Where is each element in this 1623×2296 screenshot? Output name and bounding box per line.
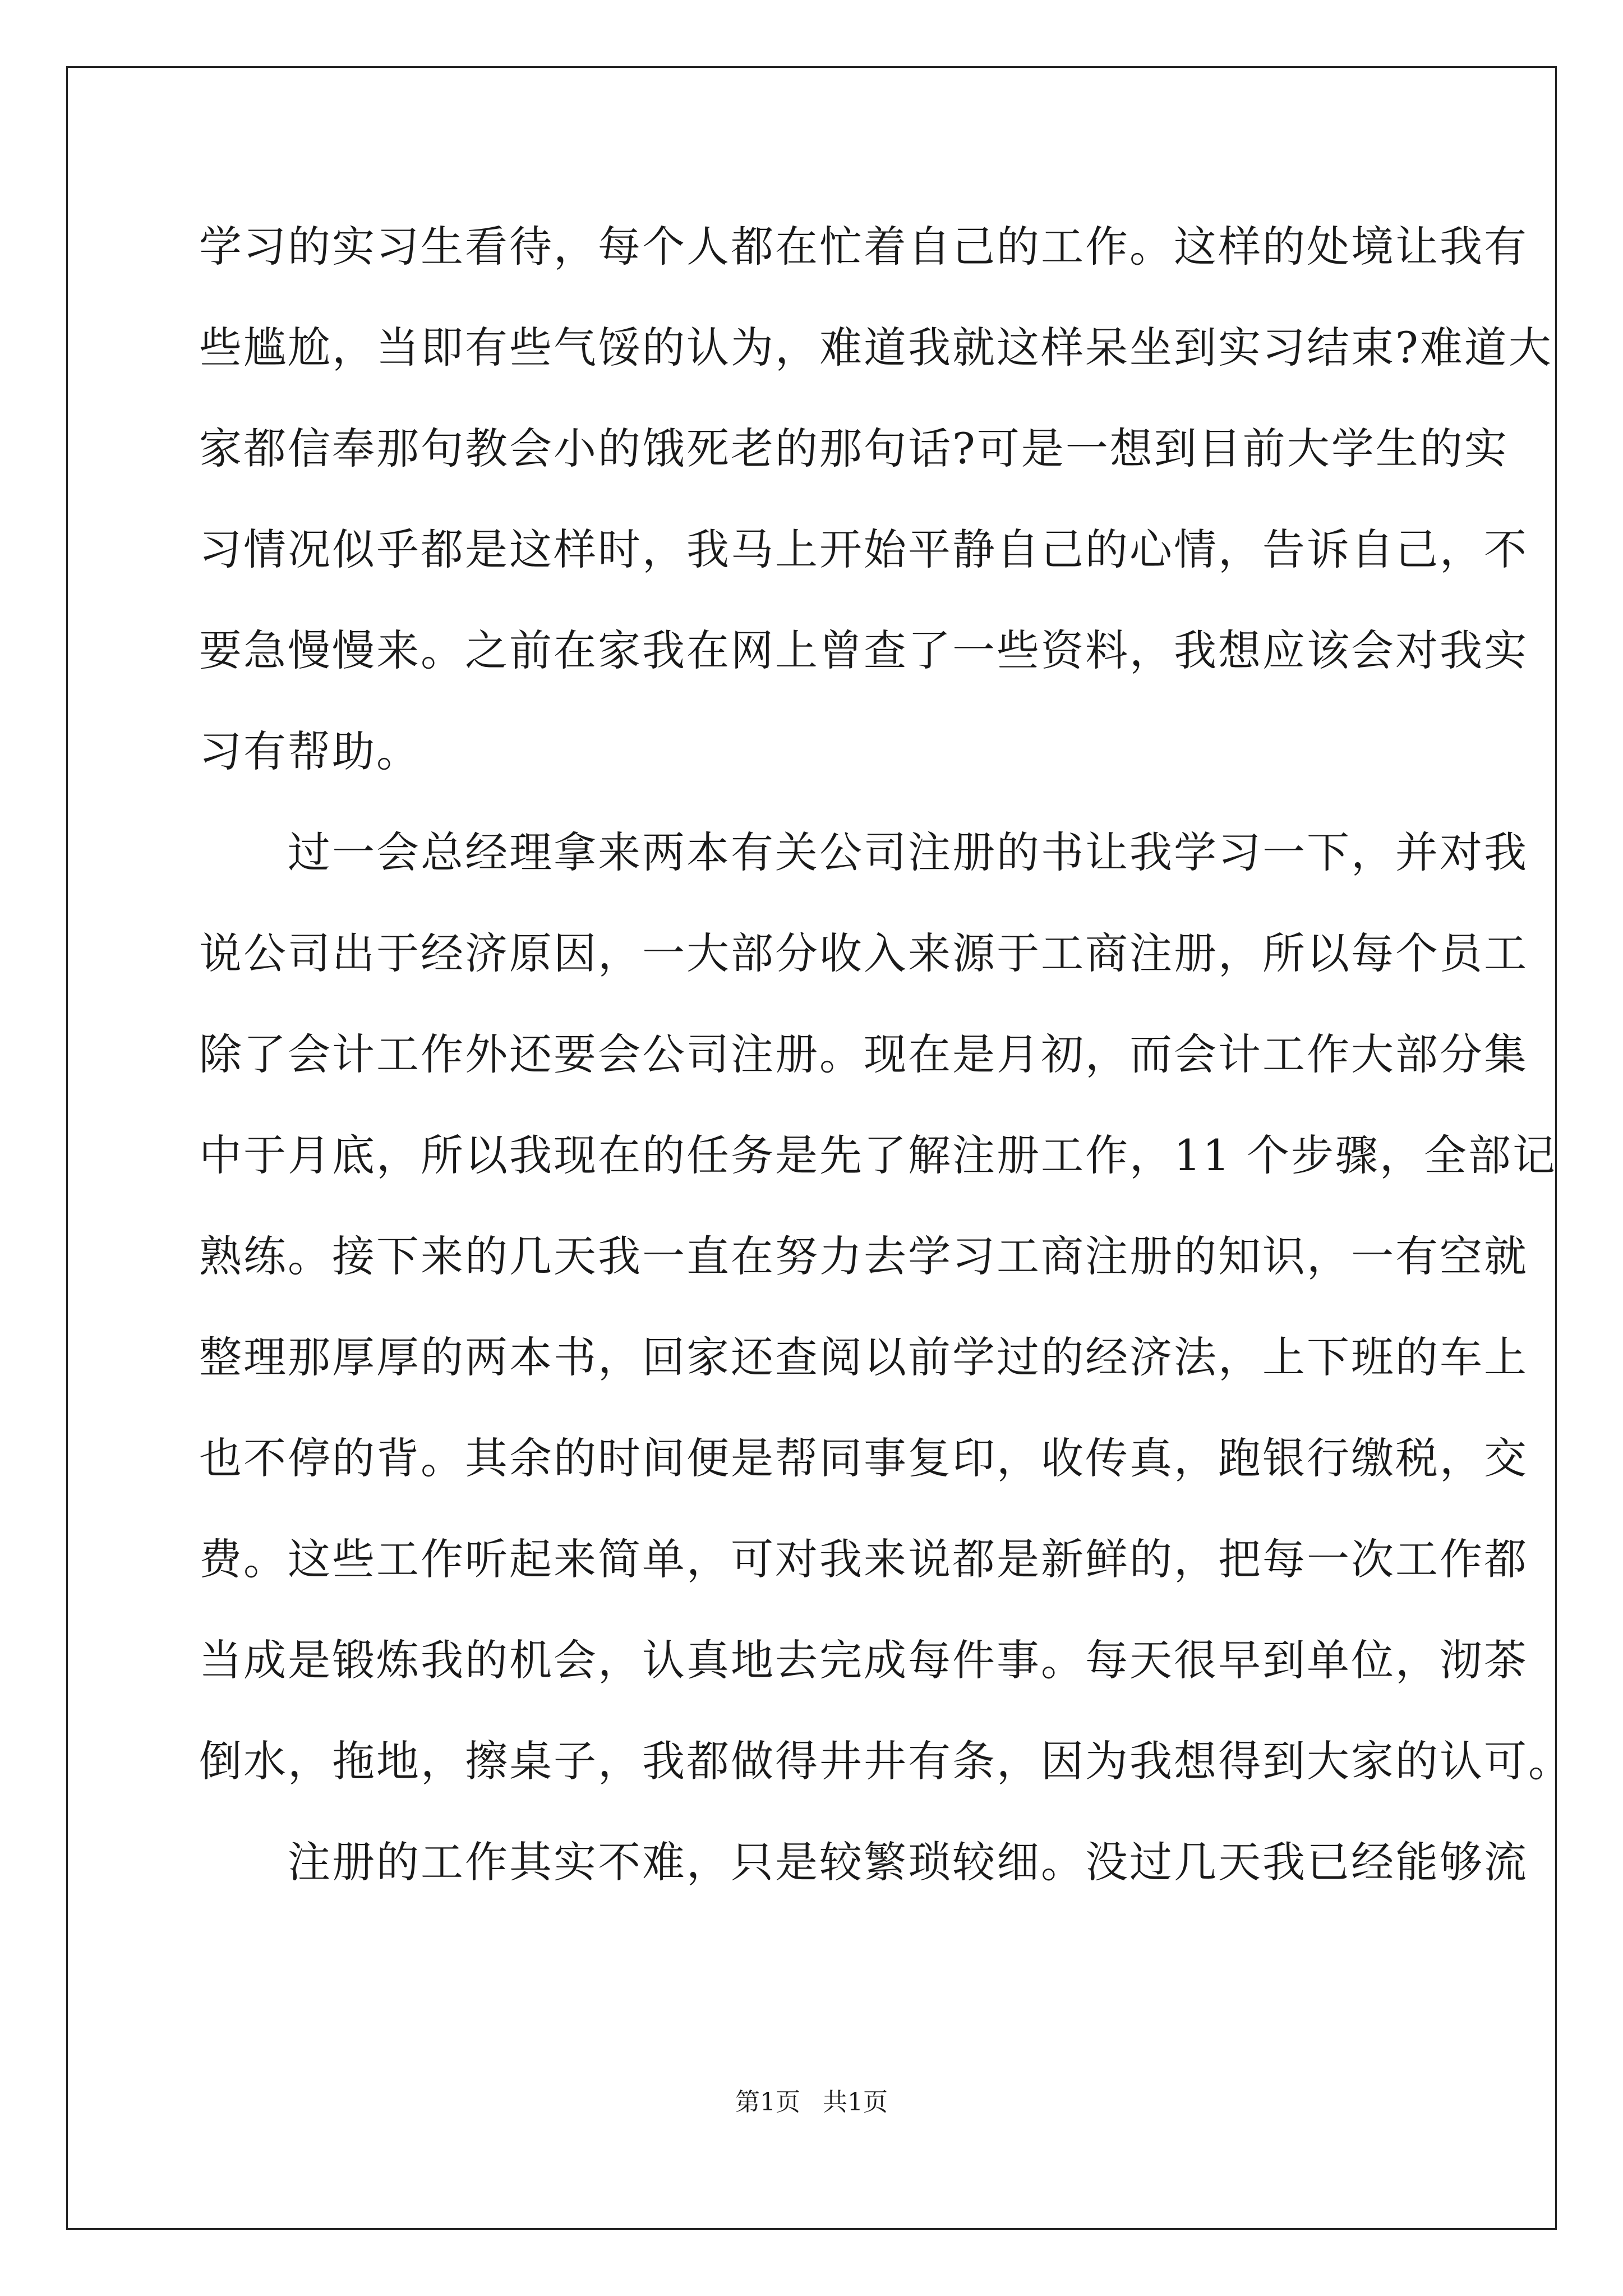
text-line: 注册的工作其实不难，只是较繁琐较细。没过几天我已经能够流 <box>199 1837 1528 1887</box>
text-line: 当成是锻炼我的机会，认真地去完成每件事。每天很早到单位，沏茶 <box>199 1635 1528 1685</box>
text-line: 说公司出于经济原因，一大部分收入来源于工商注册，所以每个员工 <box>199 928 1528 978</box>
text-line: 家都信奉那句教会小的饿死老的那句话?可是一想到目前大学生的实 <box>199 424 1509 473</box>
text-line: 些尴尬，当即有些气馁的认为，难道我就这样呆坐到实习结束?难道大 <box>199 323 1553 372</box>
text-line: 习有帮助。 <box>199 726 421 776</box>
text-line: 要急慢慢来。之前在家我在网上曾查了一些资料，我想应该会对我实 <box>199 625 1528 675</box>
text-line: 费。这些工作听起来简单，可对我来说都是新鲜的，把每一次工作都 <box>199 1534 1528 1584</box>
text-line: 中于月底，所以我现在的任务是先了解注册工作，11 个步骤，全部记 <box>199 1130 1557 1180</box>
text-line: 学习的实习生看待，每个人都在忙着自己的工作。这样的处境让我有 <box>199 222 1528 272</box>
page-footer <box>0 2086 1623 2119</box>
text-line: 熟练。接下来的几天我一直在努力去学习工商注册的知识，一有空就 <box>199 1231 1528 1281</box>
text-line: 习情况似乎都是这样时，我马上开始平静自己的心情，告诉自己，不 <box>199 524 1528 574</box>
text-line: 过一会总经理拿来两本有关公司注册的书让我学习一下，并对我 <box>199 827 1528 877</box>
text-line: 也不停的背。其余的时间便是帮同事复印，收传真，跑银行缴税，交 <box>199 1433 1528 1483</box>
document-body <box>199 213 1573 1930</box>
page-total: 共1页 <box>823 2088 888 2116</box>
text-line: 倒水，拖地，擦桌子，我都做得井井有条，因为我想得到大家的认可。 <box>199 1736 1573 1786</box>
text-line: 整理那厚厚的两本书，回家还查阅以前学过的经济法，上下班的车上 <box>199 1332 1528 1382</box>
page-number: 第1页 <box>735 2088 800 2116</box>
text-line: 除了会计工作外还要会公司注册。现在是月初，而会计工作大部分集 <box>199 1029 1528 1079</box>
